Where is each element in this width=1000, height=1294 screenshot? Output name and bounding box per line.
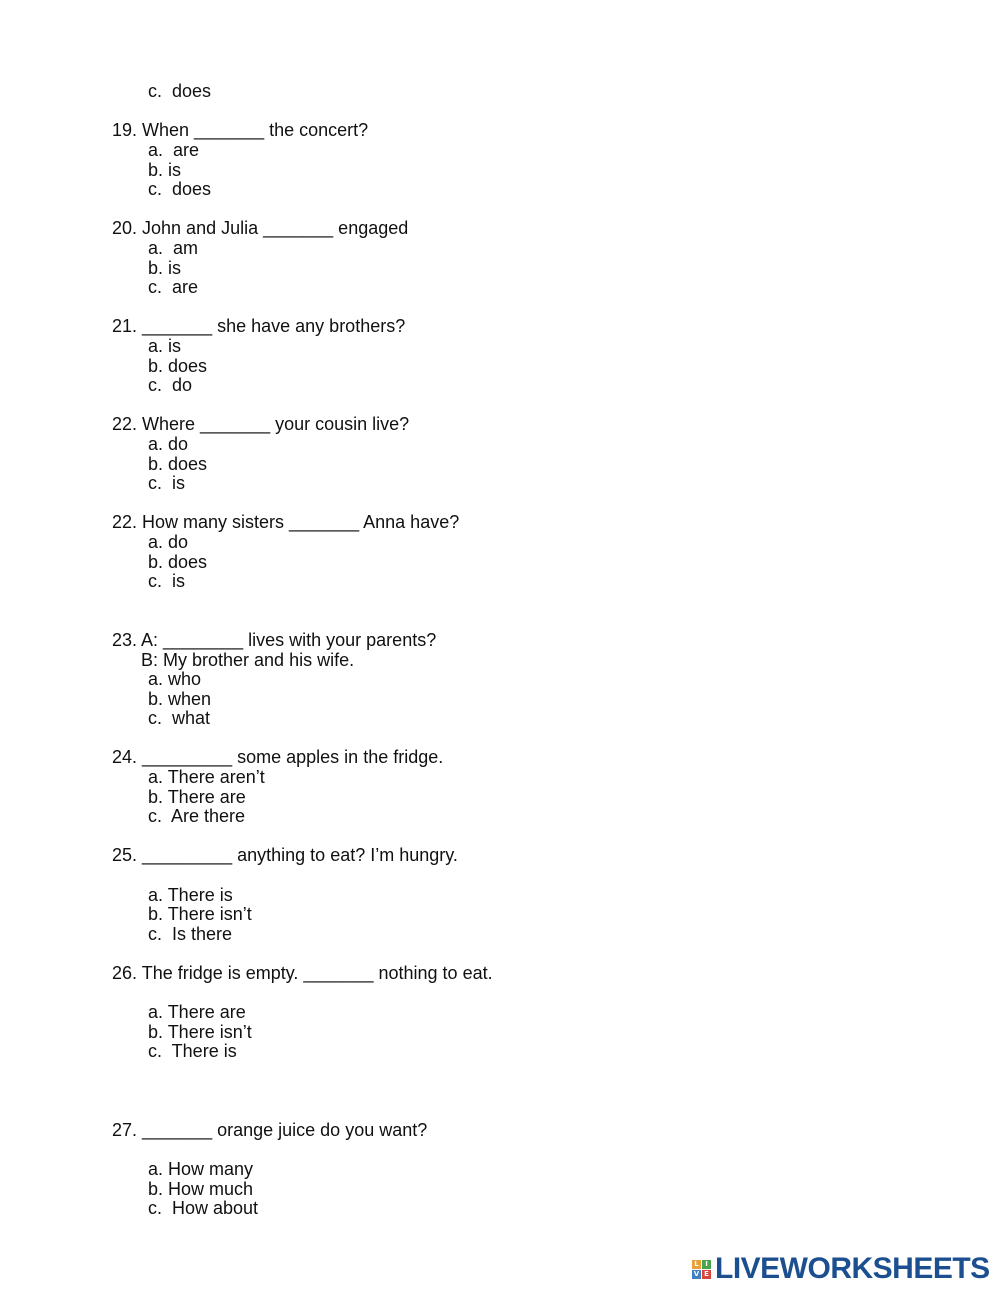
logo-mark-letter: V <box>693 1269 700 1278</box>
option-c[interactable]: c. what <box>148 708 211 728</box>
option-a[interactable]: a. who <box>148 669 202 689</box>
question-stem: 22. Where _______ your cousin live? <box>112 414 410 434</box>
option-b[interactable]: b. There isn’t <box>148 1022 252 1042</box>
logo-mark-letter: L <box>692 1260 701 1269</box>
option-a[interactable]: a. do <box>148 434 189 454</box>
option-a[interactable]: a. am <box>148 238 199 258</box>
option-c[interactable]: c. do <box>148 375 193 395</box>
option-b[interactable]: b. is <box>148 258 182 278</box>
option-b[interactable]: b. when <box>148 689 212 709</box>
option-b[interactable]: b. How much <box>148 1179 254 1199</box>
option-a[interactable]: a. There aren’t <box>148 767 265 787</box>
option-c[interactable]: c. How about <box>148 1198 259 1218</box>
question-stem: 19. When _______ the concert? <box>112 120 369 140</box>
question-dialogue-b: B: My brother and his wife. <box>141 650 355 670</box>
option-b[interactable]: b. There are <box>148 787 246 807</box>
option-b[interactable]: b. is <box>148 160 182 180</box>
liveworksheets-mark-icon <box>692 1260 711 1279</box>
liveworksheets-logo <box>692 1253 990 1285</box>
question-stem: 21. _______ she have any brothers? <box>112 316 406 336</box>
question-stem: 25. _________ anything to eat? I’m hungry. <box>112 845 458 865</box>
option-a[interactable]: a. There are <box>148 1002 246 1022</box>
option-a[interactable]: a. is <box>148 336 182 356</box>
question-stem: 24. _________ some apples in the fridge. <box>112 747 444 767</box>
question-stem: 23. A: ________ lives with your parents? <box>112 630 437 650</box>
option-a[interactable]: a. How many <box>148 1159 254 1179</box>
option-a[interactable]: a. are <box>148 140 200 160</box>
question-stem: 26. The fridge is empty. _______ nothing to eat. <box>112 963 493 983</box>
option-c[interactable]: c. There is <box>148 1041 237 1061</box>
question-stem: 27. _______ orange juice do you want? <box>112 1120 428 1140</box>
option-c[interactable]: c. are <box>148 277 199 297</box>
option-c[interactable]: c. Are there <box>148 806 246 826</box>
option-c[interactable]: c. is <box>148 473 186 493</box>
option-c[interactable]: c. Is there <box>148 924 233 944</box>
option-c: c. does <box>148 81 212 101</box>
option-a[interactable]: a. There is <box>148 885 233 905</box>
option-b[interactable]: b. does <box>148 454 208 474</box>
option-c[interactable]: c. is <box>148 571 186 591</box>
question-stem: 22. How many sisters _______ Anna have? <box>112 512 460 532</box>
question-stem: 20. John and Julia _______ engaged <box>112 218 409 238</box>
option-b[interactable]: b. There isn’t <box>148 904 252 924</box>
option-c[interactable]: c. does <box>148 179 212 199</box>
logo-mark-letter: I <box>702 1260 711 1269</box>
option-a[interactable]: a. do <box>148 532 189 552</box>
logo-text: LIVEWORKSHEETS <box>715 1252 990 1285</box>
option-b[interactable]: b. does <box>148 356 208 376</box>
option-b[interactable]: b. does <box>148 552 208 572</box>
logo-mark-letter: E <box>702 1270 711 1279</box>
